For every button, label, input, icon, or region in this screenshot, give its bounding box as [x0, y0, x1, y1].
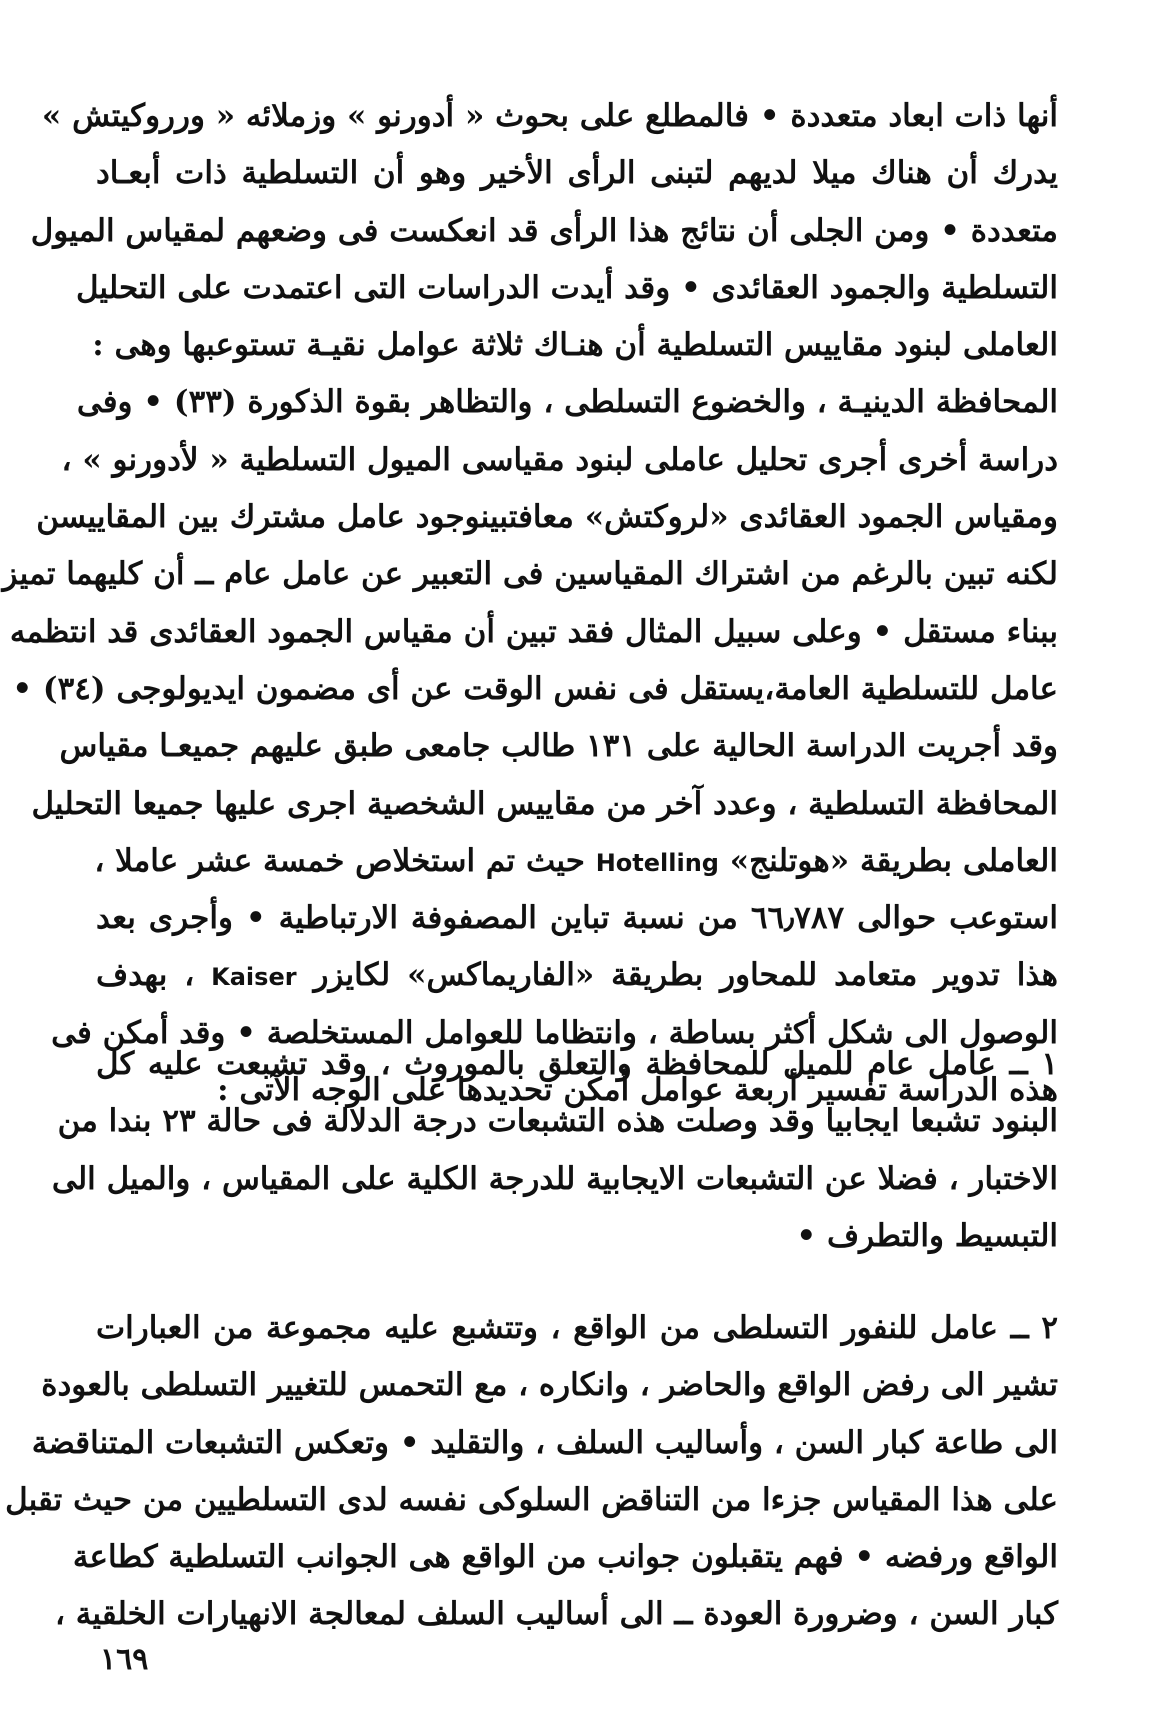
- text-line: ببناء مستقل • وعلى سبيل المثال فقد تبين أن مقياس الجمود العقائدى قد انتظمه: [9, 613, 1058, 650]
- text-line: التسلطية والجمود العقائدى • وقد أيدت الدراسات التى اعتمدت على التحليل: [75, 269, 1058, 306]
- text-line: الواقع ورفضه • فهم يتقبلون جوانب من الواقع هى الجوانب التسلطية كطاعة: [72, 1539, 1058, 1576]
- text-line: عامل للتسلطية العامة،يستقل فى نفس الوقت عن أى مضمون ايديولوجى (٣٤) •: [12, 670, 1058, 707]
- latin-term: Hotelling: [595, 848, 719, 877]
- main-paragraph: [2, 88, 1058, 1119]
- numbered-item-2: [5, 1300, 1058, 1644]
- text-line: المحافظة التسلطية ، وعدد آخر من مقاييس الشخصية اجرى عليها جميعا التحليل: [31, 785, 1058, 822]
- text-line: العاملى لبنود مقاييس التسلطية أن هنـاك ثلاثة عوامل نقيـة تستوعبها وهى :: [92, 327, 1058, 364]
- text-line: ومقياس الجمود العقائدى «لروكتش» معافتبينوجود عامل مشترك بين المقاييسن: [36, 499, 1058, 536]
- numbered-item-1: [51, 1036, 1058, 1265]
- text-line: الى طاعة كبار السن ، وأساليب السلف ، والتقليد • وتعكس التشبعات المتناقضة: [31, 1424, 1058, 1461]
- text-line: البنود تشبعا ايجابيا وقد وصلت هذه التشبعات درجة الدلالة فى حالة ٢٣ بندا من: [57, 1103, 1058, 1140]
- text-line: ٢ ــ عامل للنفور التسلطى من الواقع ، وتتشبع عليه مجموعة من العبارات: [96, 1310, 1058, 1346]
- text-line: متعددة • ومن الجلى أن نتائج هذا الرأى قد انعكست فى وضعهم لمقياس الميول: [30, 212, 1058, 249]
- text-line: استوعب حوالى ٦٦٫٧٨٧ من نسبة تباين المصفوفة الارتباطية • وأجرى بعد: [96, 900, 1058, 937]
- text-line: الوصول الى شكل أكثر بساطة ، وانتظاما للعوامل المستخلصة • وقد أمكن فى: [51, 1014, 1058, 1051]
- text-line: الاختبار ، فضلا عن التشبعات الايجابية للدرجة الكلية على المقياس ، والميل الى: [51, 1160, 1058, 1197]
- text-line: هذا تدوير متعامد للمحاور بطريقة «الفاريماكس» لكايزر Kaiser ، بهدف: [96, 957, 1058, 994]
- text-line: لكنه تبين بالرغم من اشتراك المقياسين فى التعبير عن عامل عام ــ أن كليهما تميز: [2, 556, 1058, 593]
- text-line: على هذا المقياس جزءا من التناقض السلوكى نفسه لدى التسلطيين من حيث تقبل: [5, 1481, 1058, 1518]
- text-line: دراسة أخرى أجرى تحليل عاملى لبنود مقياسى الميول التسلطية « لأدورنو » ،: [61, 441, 1058, 478]
- text-line: هذه الدراسة تفسير أربعة عوامل أمكن تحديدها على الوجه الآتى :: [217, 1072, 1058, 1109]
- text-line: أنها ذات ابعاد متعددة • فالمطلع على بحوث « أدورنو » وزملائه « ورروكيتش »: [41, 98, 1058, 134]
- text-line: العاملى بطريقة «هوتلنج» Hotelling حيث تم استخلاص خمسة عشر عاملا ،: [94, 842, 1058, 879]
- text-line: يدرك أن هناك ميلا لديهم لتبنى الرأى الأخير وهو أن التسلطية ذات أبعـاد: [96, 155, 1058, 192]
- text-line: المحافظة الدينيـة ، والخضوع التسلطى ، والتظاهر بقوة الذكورة (٣٣) • وفى: [76, 384, 1058, 421]
- page-number: ١٦٩: [100, 1642, 149, 1677]
- text-line: ١ ــ عامل عام للميل للمحافظة والتعلق بالموروث ، وقد تشبعت عليه كل: [96, 1046, 1058, 1082]
- text-line: تشير الى رفض الواقع والحاضر ، وانكاره ، مع التحمس للتغيير التسلطى بالعودة: [41, 1367, 1058, 1404]
- text-line: وقد أجريت الدراسة الحالية على ١٣١ طالب جامعى طبق عليهم جميعـا مقياس: [59, 728, 1058, 765]
- text-line: التبسيط والتطرف •: [796, 1217, 1058, 1254]
- latin-term: Kaiser: [211, 963, 297, 992]
- text-line: كبار السن ، وضرورة العودة ــ الى أساليب السلف لمعالجة الانهيارات الخلقية ،: [54, 1596, 1058, 1633]
